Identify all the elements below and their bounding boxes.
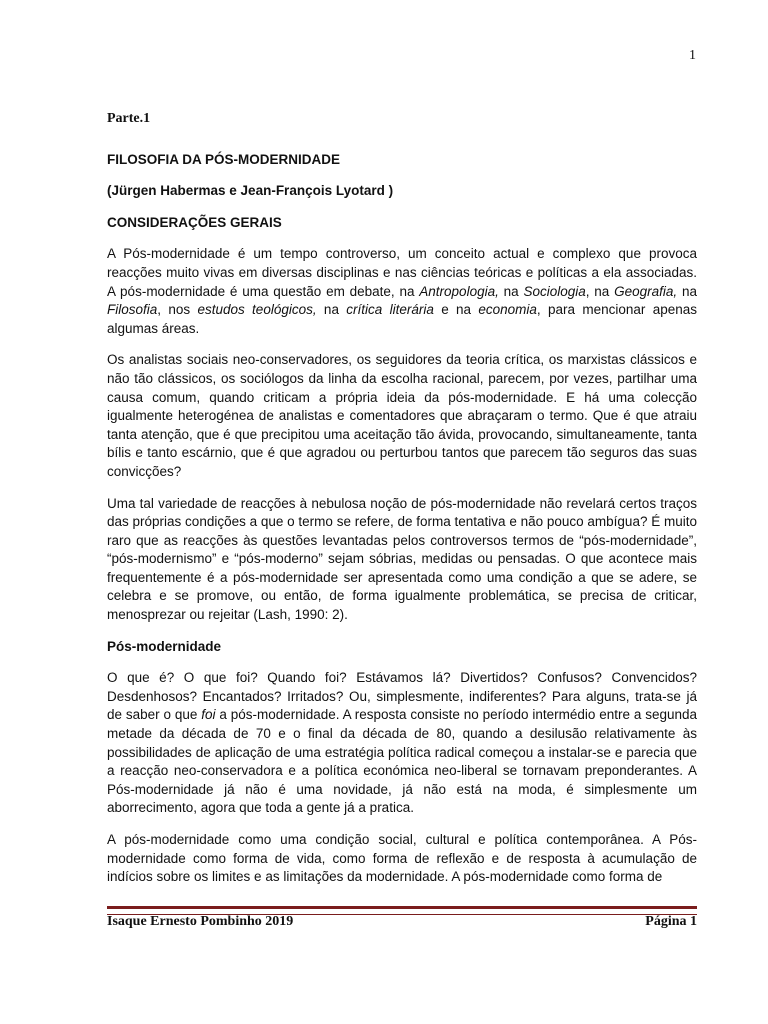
paragraph-3: Uma tal variedade de reacções à nebulosa noção de pós-modernidade não revelará certos traços das próprias condições a que o termo se refere, de forma tentativa e não pouco ambígua? É muito raro que as reacções às questões levantadas pelos controversos termos de “pós-modernidade”, “pós-modernismo” e “pós-moderno” sejam sóbrias, medidas ou pensadas. O que acontece mais frequentemente é a pós-modernidade ser apresentada como uma condição a que se adere, se celebra e se promove, ou então, de forma igualmente problemática, se precisa de criticar, menosprezar ou rejeitar (Lash, 1990: 2).: [107, 495, 697, 623]
p1-italic-estudos: estudos teológicos,: [197, 302, 317, 318]
page-number: 1: [689, 48, 696, 63]
part-label: Parte.1: [107, 111, 151, 126]
p4-text: a pós-modernidade. A resposta consiste no período intermédio entre a segunda metade da década de 70 e o final da década de 80, quando a desilusão relativamente às possibilidades de aplicação de uma estratégia política radical começou a instalar-se e parecia que a reacção neo-conservadora e a política económica neo-liberal se tornavam preponderantes. A Pós-modernidade já não é uma novidade, já não está na moda, é simplesmente um aborrecimento, agora que toda a gente já a pratica.: [107, 707, 697, 816]
p1-text: e na: [433, 302, 479, 318]
footer-page-label: Página 1: [645, 914, 697, 929]
p1-italic-filosofia: Filosofia: [107, 302, 158, 318]
p4-italic-foi: foi: [201, 707, 216, 723]
paragraph-2: Os analistas sociais neo-conservadores, os seguidores da teoria crítica, os marxistas clássicos e não tão clássicos, os sociólogos da linha da escolha racional, parecem, por vezes, partilhar uma causa comum, quando criticam a própria ideia da pós-modernidade. E há uma colecção igualmente heterogénea de analistas e comentadores que abraçaram o termo. Que é que atraiu tanta atenção, que é que precipitou uma aceitação tão ávida, provocando, simultaneamente, tanta bílis e tanto escárnio, que é que agradou ou perturbou tantos que parecem tão seguros das suas convicções?: [107, 352, 697, 479]
p1-text: na: [498, 283, 524, 299]
p1-text: na: [316, 302, 347, 318]
paragraph-5: A pós-modernidade como uma condição social, cultural e política contemporânea. A Pós-modernidade como forma de vida, como forma de reflexão e de resposta à acumulação de indícios sobre os limites e as limitações da modernidade. A pós-modernidade como forma de: [107, 832, 697, 885]
p1-text: , nos: [157, 302, 198, 318]
document-subtitle: (Jürgen Habermas e Jean-François Lyotard ): [107, 183, 394, 199]
paragraph-4: [107, 669, 697, 818]
p1-italic-geografia: Geografia,: [614, 283, 678, 299]
document-title: FILOSOFIA DA PÓS-MODERNIDADE: [107, 151, 341, 167]
section-heading-pos-modernidade: Pós-modernidade: [107, 638, 222, 654]
document-body: [107, 110, 697, 900]
section-heading-consideracoes: CONSIDERAÇÕES GERAIS: [107, 214, 282, 230]
p1-italic-critica: crítica literária: [346, 302, 434, 318]
page-footer: [107, 914, 697, 930]
footer-author: Isaque Ernesto Pombinho 2019: [107, 914, 294, 929]
p1-text: , na: [585, 283, 615, 299]
p1-italic-antropologia: Antropologia,: [419, 283, 499, 299]
p1-italic-sociologia: Sociologia: [523, 283, 586, 299]
p1-text: A Pós-modernidade é um tempo controverso, um conceito actual e complexo que provoca reacções muito vivas em diversas disciplinas e nas ciências teóricas e políticas a ela associadas. A pós-modernidade é uma questão em debate, na: [107, 246, 697, 299]
p1-italic-economia: economia: [478, 302, 537, 318]
paragraph-1: [107, 245, 697, 338]
p4-text: O que é? O que foi? Quando foi? Estávamos lá? Divertidos? Confusos? Convencidos? Desdenhosos? Encantados? Irritados? Ou, simplesmente, indiferentes? Para alguns, trata-se já de saber o que: [107, 670, 697, 723]
p1-text: na: [677, 283, 697, 299]
p1-text: , para mencionar apenas algumas áreas.: [107, 302, 697, 336]
